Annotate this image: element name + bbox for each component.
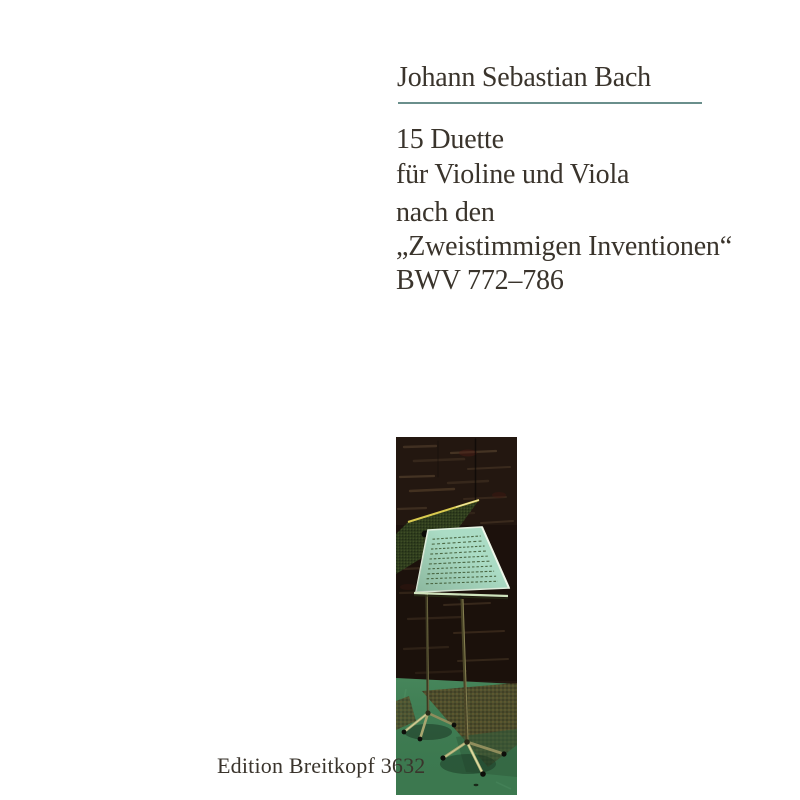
work-subtitle	[396, 196, 732, 298]
work-title	[396, 122, 629, 192]
title-line-2: für Violine und Viola	[396, 159, 630, 190]
title-divider-rule	[398, 102, 702, 104]
composer-name: Johann Sebastian Bach	[397, 62, 651, 93]
cover-photo-music-stands	[396, 437, 517, 795]
title-line-1: 15 Duette	[396, 124, 504, 155]
subtitle-line-1: nach den	[396, 197, 495, 228]
subtitle-line-2: „Zweistimmigen Inventionen“	[396, 231, 732, 262]
edition-imprint: Edition Breitkopf 3632	[217, 753, 426, 778]
subtitle-bwv-number: BWV 772–786	[396, 265, 564, 296]
floor-speck	[474, 784, 479, 786]
